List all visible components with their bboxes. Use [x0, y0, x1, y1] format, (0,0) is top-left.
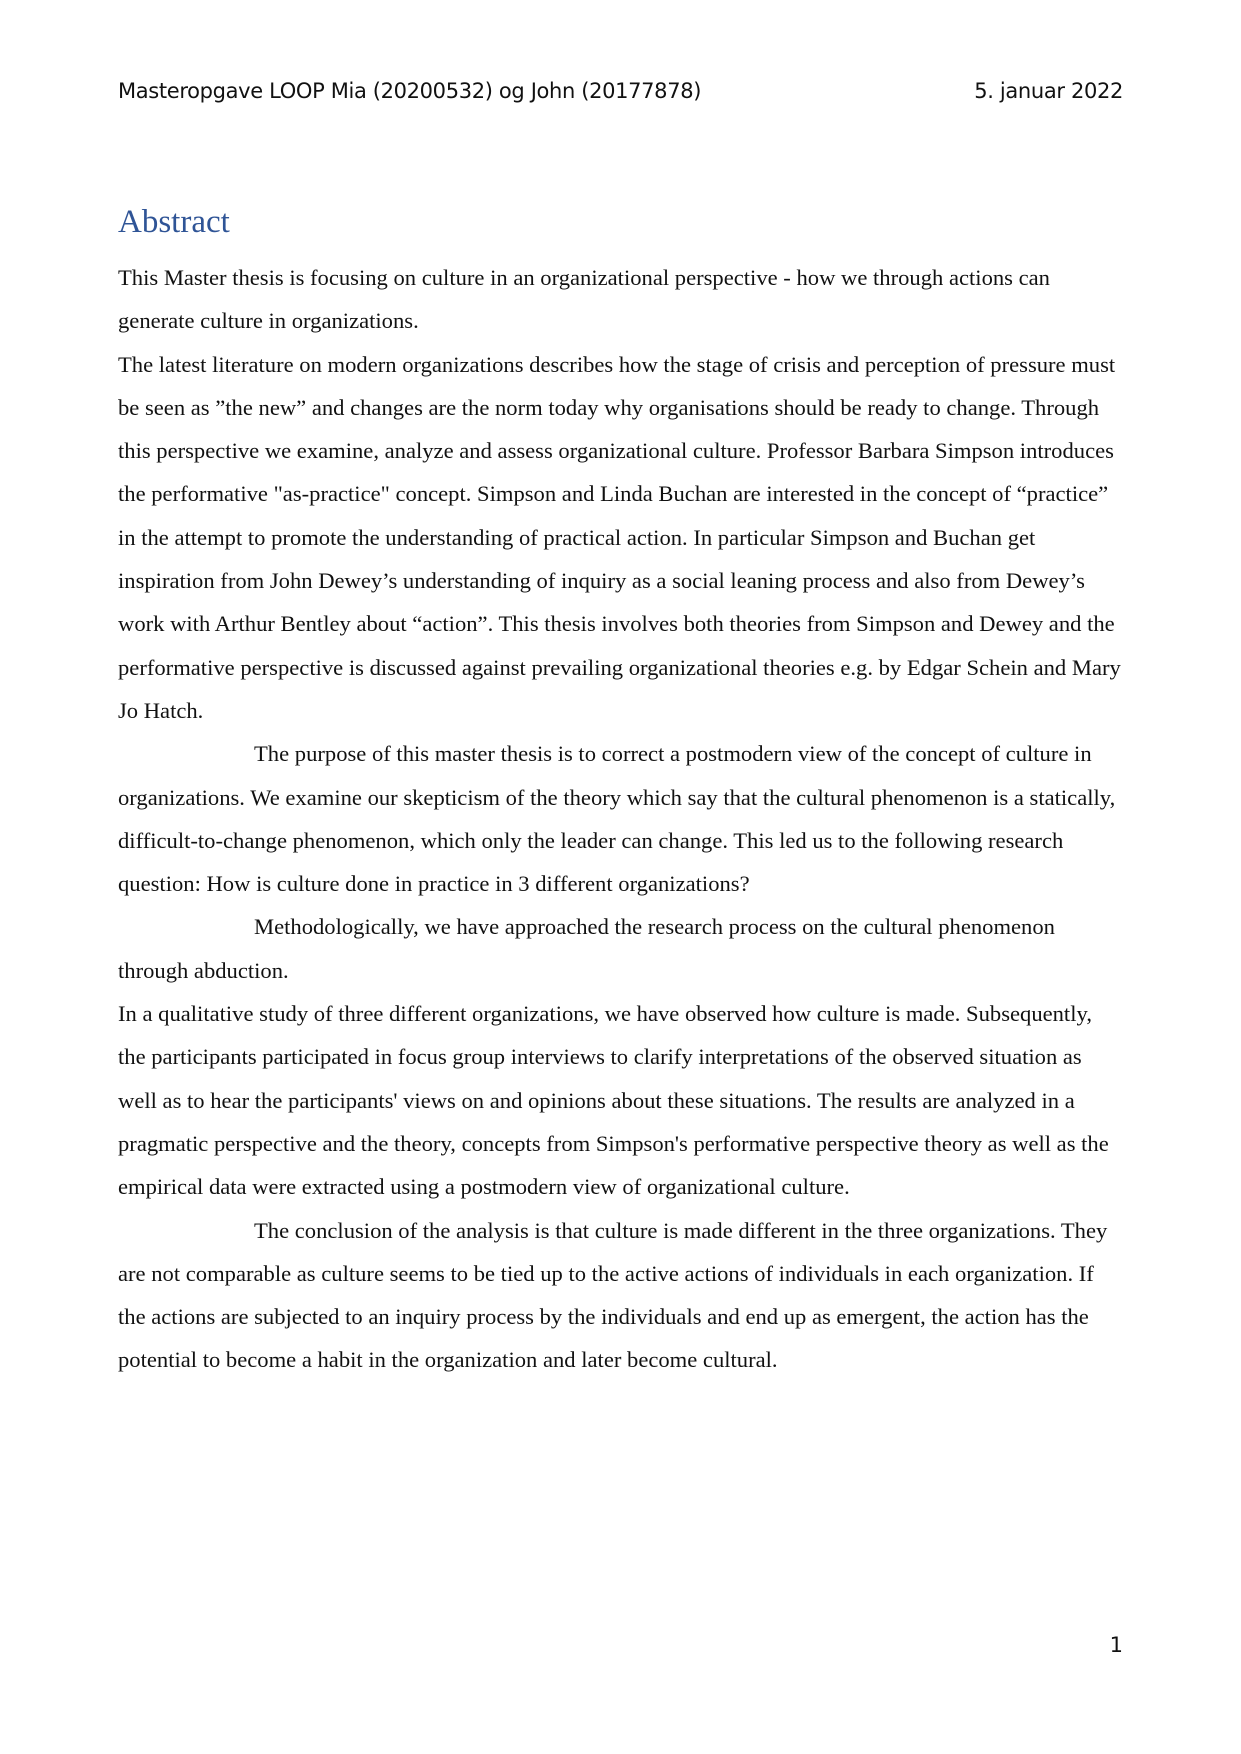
header-title: Masteropgave LOOP Mia (20200532) og John (20177878): [118, 79, 702, 103]
page-number: 1: [1109, 1633, 1123, 1657]
header-date: 5. januar 2022: [974, 79, 1123, 103]
running-header: [118, 74, 1123, 108]
abstract-paragraph: The latest literature on modern organizations describes how the stage of crisis and perception of pressure must be seen as ”the new” and changes are the norm today why organisations should be ready to change. Through this perspective we examine, analyze and assess organizational culture. Professor Barbara Simpson introduces the performative "as-practice" concept. Simpson and Linda Buchan are interested in the concept of “practice” in the attempt to promote the understanding of practical action. In particular Simpson and Buchan get inspiration from John Dewey’s understanding of inquiry as a social leaning process and also from Dewey’s work with Arthur Bentley about “action”. This thesis involves both theories from Simpson and Dewey and the performative perspective is discussed against prevailing organizational theories e.g. by Edgar Schein and Mary Jo Hatch.: [118, 351, 1121, 723]
abstract-body: [118, 256, 1124, 1382]
abstract-paragraph: The purpose of this master thesis is to correct a postmodern view of the concept of culture in organizations. We examine our skepticism of the theory which say that the cultural phenomenon is a statically, difficult-to-change phenomenon, which only the leader can change. This led us to the following research question: How is culture done in practice in 3 different organizations?: [118, 741, 1116, 897]
abstract-paragraph: Methodologically, we have approached the research process on the cultural phenomenon through abduction.: [118, 914, 1055, 983]
abstract-paragraph: The conclusion of the analysis is that culture is made different in the three organizations. They are not comparable as culture seems to be tied up to the active actions of individuals in each organization. If the actions are subjected to an inquiry process by the individuals and end up as emergent, the action has the potential to become a habit in the organization and later become cultural.: [118, 1217, 1108, 1373]
abstract-paragraph: In a qualitative study of three different organizations, we have observed how culture is made. Subsequently, the participants participated in focus group interviews to clarify interpretations of the observed situation as well as to hear the participants' views on and opinions about these situations. The results are analyzed in a pragmatic perspective and the theory, concepts from Simpson's performative perspective theory as well as the empirical data were extracted using a postmodern view of organizational culture.: [118, 1001, 1109, 1200]
abstract-paragraph: This Master thesis is focusing on culture in an organizational perspective - how we through actions can generate culture in organizations.: [118, 265, 1050, 334]
section-title: Abstract: [118, 204, 230, 240]
